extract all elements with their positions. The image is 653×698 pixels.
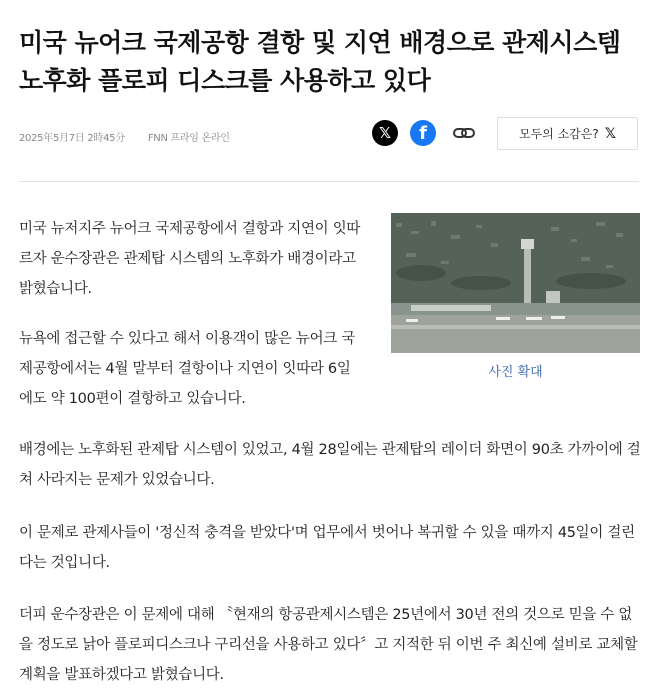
divider bbox=[19, 181, 639, 182]
share-link-button[interactable] bbox=[451, 120, 477, 146]
article-paragraph: 미국 뉴저지주 뉴어크 국제공항에서 결항과 지연이 잇따르자 운수장관은 관제탑 시스템의 노후화가 배경이라고 밝혔습니다. bbox=[19, 221, 361, 297]
opinion-button[interactable] bbox=[497, 117, 638, 150]
article-paragraph: 이 문제로 관제사들이 '정신적 충격을 받았다'며 업무에서 벗어나 복귀할 수 있을 때까지 45일이 걸린다는 것입니다. bbox=[19, 525, 635, 571]
article-paragraph: 뉴욕에 접근할 수 있다고 해서 이용객이 많은 뉴어크 국제공항에서는 4월 말부터 결항이나 지연이 잇따라 6일에도 약 100편이 결항하고 있습니다. bbox=[19, 331, 356, 407]
airport-photo-image bbox=[391, 213, 640, 353]
opinion-button-label: 모두의 소감은? bbox=[518, 127, 599, 141]
article-photo[interactable] bbox=[391, 213, 640, 353]
share-x-button[interactable] bbox=[372, 120, 398, 146]
photo-enlarge-link[interactable]: 사진 확대 bbox=[488, 365, 543, 380]
x-logo-icon: 𝕏 bbox=[604, 125, 617, 142]
article-paragraph: 배경에는 노후화된 관제탑 시스템이 있었고, 4월 28일에는 관제탑의 레이더 화면이 90초 가까이에 걸쳐 사라지는 문제가 있었습니다. bbox=[19, 442, 641, 488]
link-icon bbox=[451, 120, 477, 146]
x-logo-icon: 𝕏 bbox=[378, 124, 392, 142]
article-source: FNN 프라임 온라인 bbox=[147, 133, 230, 144]
article-title: 미국 뉴어크 국제공항 결항 및 지연 배경으로 관제시스템 노후화 플로피 디스크를 사용하고 있다 bbox=[19, 28, 621, 95]
article-paragraph: 더피 운수장관은 이 문제에 대해 〝현재의 항공관제시스템은 25년에서 30년 전의 것으로 믿을 수 없을 정도로 낡아 플로피디스크나 구리선을 사용하고 있다〞고 지적한 뒤 이번 주 최신예 설비로 교체할 계획을 발표하겠다고 밝혔습니다. bbox=[19, 607, 638, 683]
article-meta bbox=[19, 129, 250, 144]
share-facebook-button[interactable] bbox=[410, 120, 436, 146]
facebook-icon: f bbox=[419, 122, 427, 144]
article-date: 2025年5月7日 2時45分 bbox=[19, 133, 125, 144]
